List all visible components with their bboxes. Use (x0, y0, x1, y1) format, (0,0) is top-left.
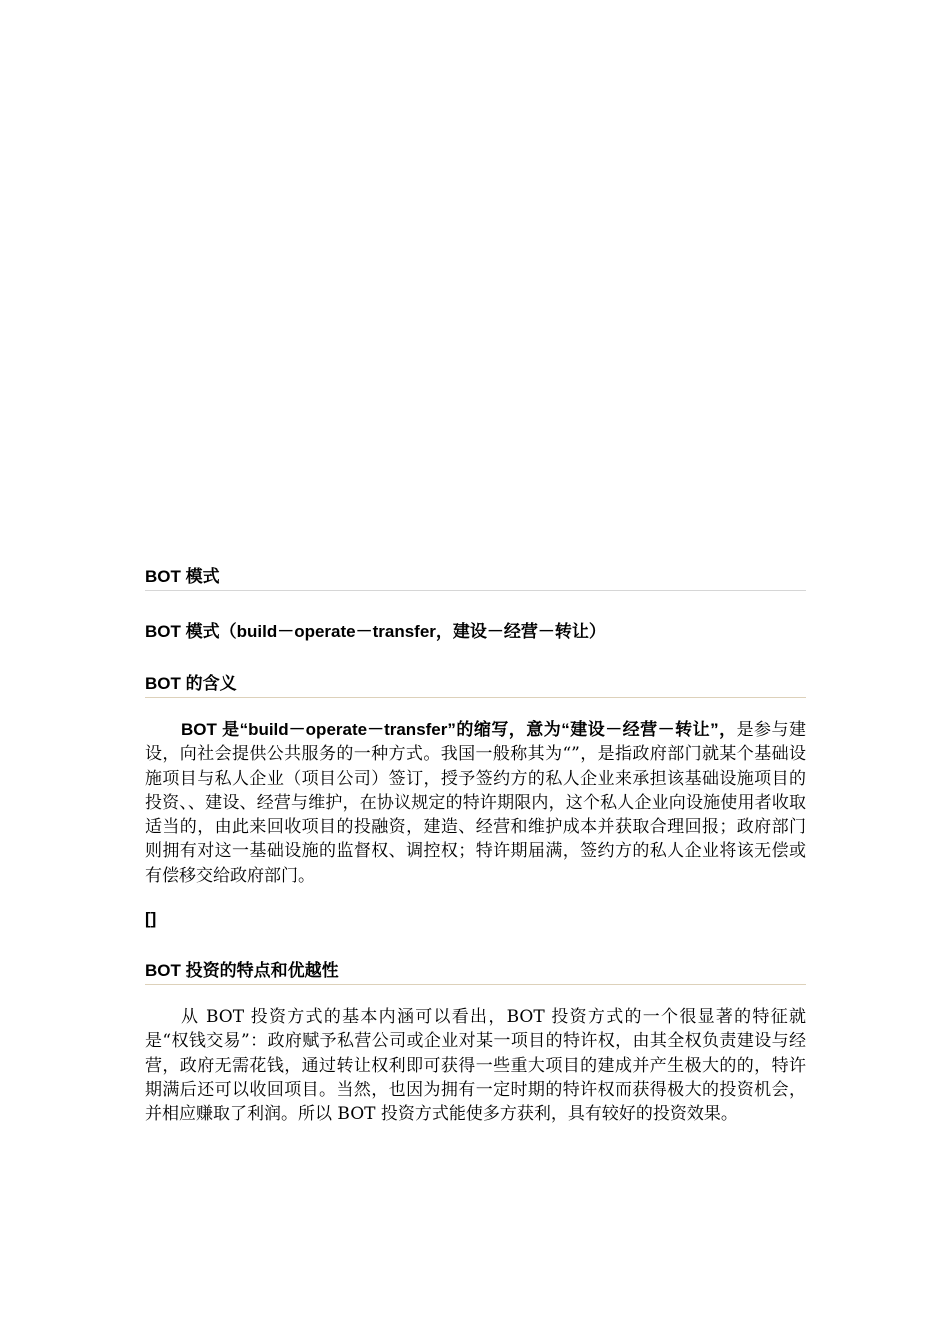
document-subtitle: BOT 模式（build－operate－transfer，建设－经营－转让） (145, 622, 606, 641)
document-content (145, 566, 806, 1127)
placeholder-brackets: [] (145, 909, 157, 929)
document-title: BOT 模式 (145, 566, 806, 591)
section-paragraph-features: 从 BOT 投资方式的基本内涵可以看出，BOT 投资方式的一个很显著的特征就是“权钱交易”：政府赋予私营公司或企业对某一项目的特许权，由其全权负责建设与经营，政府无需花钱，通过转让权利即可获得一些重大项目的建成并产生极大的的，特许期满后还可以收回项目。当然，也因为拥有一定时期的特许权而获得极大的投资机会，并相应赚取了利润。所以 BOT 投资方式能使多方获利，具有较好的投资效果。 (145, 1007, 806, 1125)
paragraph-body-meaning: 是参与建设，向社会提供公共服务的一种方式。我国一般称其为“”，是指政府部门就某个基础设施项目与私人企业（项目公司）签订，授予签约方的私人企业来承担该基础设施项目的投资、、建设、经营与维护，在协议规定的特许期限内，这个私人企业向设施使用者收取适当的，由此来回收项目的投融资，建造、经营和维护成本并获取合理回报；政府部门则拥有对这一基础设施的监督权、调控权；特许期届满，签约方的私人企业将该无偿或有偿移交给政府部门。 (145, 720, 807, 886)
section-paragraph-meaning (145, 718, 806, 888)
paragraph-lead-definition: BOT 是“build－operate－transfer”的缩写，意为“建设－经营－转让”， (181, 720, 737, 739)
section-heading-meaning: BOT 的含义 (145, 673, 806, 698)
section-heading-features: BOT 投资的特点和优越性 (145, 960, 806, 985)
